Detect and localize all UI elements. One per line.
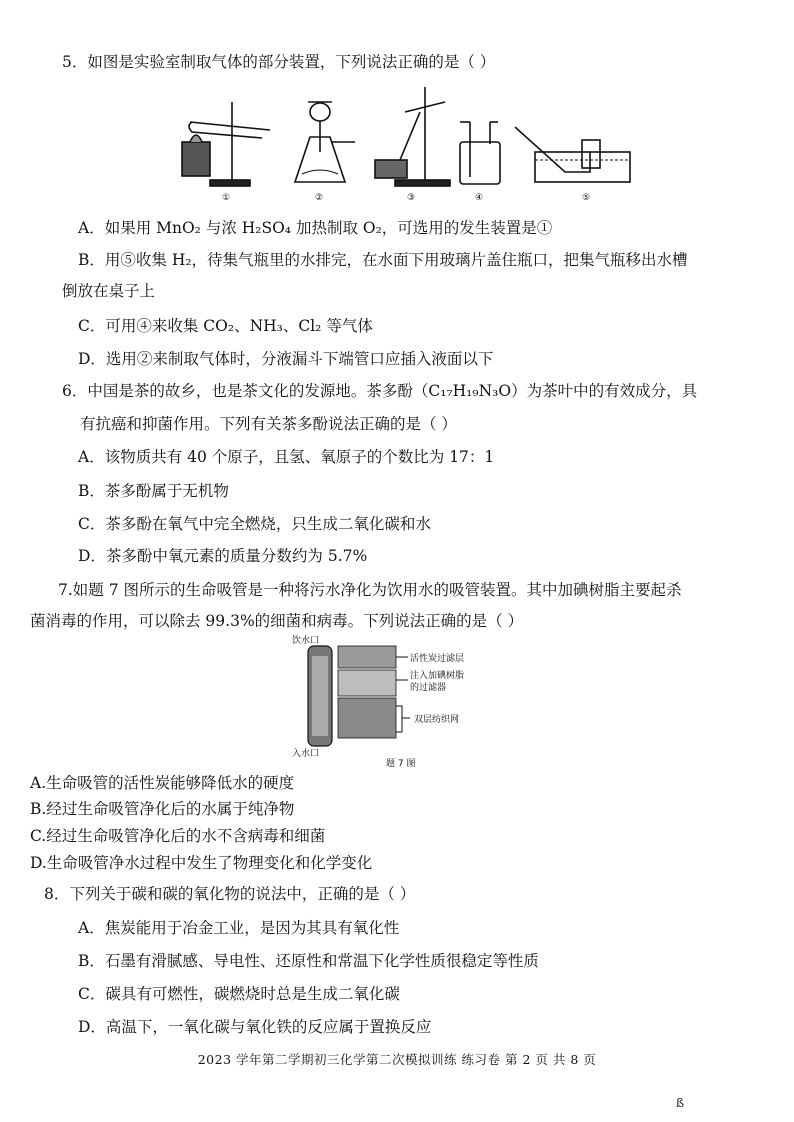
q6-stem-line2: 有抗癌和抑菌作用。下列有关茶多酚说法正确的是（ ） [80,415,457,433]
q6-stem-line1: 6．中国是茶的故乡，也是茶文化的发源地。茶多酚（C₁₇H₁₉N₃O）为茶叶中的有效成分，具 [62,382,698,400]
q8-option-c: C．碳具有可燃性，碳燃烧时总是生成二氧化碳 [78,985,400,1003]
q5-option-a: A．如果用 MnO₂ 与浓 H₂SO₄ 加热制取 O₂，可选用的发生装置是① [78,219,553,237]
q8-option-d: D．高温下，一氧化碳与氧化铁的反应属于置换反应 [78,1018,432,1036]
q7-stem-line2: 菌消毒的作用，可以除去 99.3%的细菌和病毒。下列说法正确的是（ ） [30,612,524,630]
fig-top-label: 饮水口 [292,636,320,646]
label-4: ④ [475,193,484,203]
fig-layer1-label: 活性炭过滤层 [410,654,465,664]
q8-option-b: B．石墨有滑腻感、导电性、还原性和常温下化学性质很稳定等性质 [78,952,539,970]
q7-option-d: D.生命吸管净水过程中发生了物理变化和化学变化 [30,854,373,872]
q7-option-b: B.经过生命吸管净化后的水属于纯净物 [30,800,295,818]
fig-layer2-label-a: 注入加碘树脂 [410,671,465,681]
page-footer: 2023 学年第二学期初三化学第二次模拟训练 练习卷 第 2 页 共 8 页 [197,1052,597,1067]
q5-option-b-line2: 倒放在桌子上 [62,282,156,300]
q5-option-d: D．选用②来制取气体时，分液漏斗下端管口应插入液面以下 [78,350,494,368]
label-5: ⑤ [582,193,591,203]
q8-option-a: A．焦炭能用于冶金工业，是因为其具有氧化性 [78,919,400,937]
label-1: ① [222,193,231,203]
q5-option-b-line1: B．用⑤收集 H₂，待集气瓶里的水排完，在水面下用玻璃片盖住瓶口，把集气瓶移出水槽 [78,251,688,269]
fig-layer2-label-b: 的过滤器 [410,683,447,693]
fig-bottom-label: 入水口 [292,749,320,759]
corner-mark: ß [676,1096,685,1110]
fig-caption: 题 7 图 [386,759,416,769]
q5-apparatus-figure [170,82,640,204]
q5-stem: 5．如图是实验室制取气体的部分装置，下列说法正确的是（ ） [62,53,496,71]
q7-stem-line1: 7.如题 7 图所示的生命吸管是一种将污水净化为饮用水的吸管装置。其中加碘树脂主要起杀 [58,581,682,599]
label-2: ② [315,193,324,203]
label-3: ③ [407,193,416,203]
q7-life-straw-figure [290,632,510,772]
q7-option-c: C.经过生命吸管净化后的水不含病毒和细菌 [30,827,326,845]
q7-option-a: A.生命吸管的活性炭能够降低水的硬度 [30,774,295,792]
fig-layer3-label: 双层纺织网 [414,715,460,725]
q6-option-a: A．该物质共有 40 个原子，且氢、氧原子的个数比为 17：1 [78,448,495,466]
q5-option-c: C．可用④来收集 CO₂、NH₃、Cl₂ 等气体 [78,317,373,335]
q6-option-c: C．茶多酚在氧气中完全燃烧，只生成二氧化碳和水 [78,515,431,533]
q6-option-b: B．茶多酚属于无机物 [78,482,229,500]
q8-stem: 8．下列关于碳和碳的氧化物的说法中，正确的是（ ） [44,885,416,903]
q6-option-d: D．茶多酚中氧元素的质量分数约为 5.7% [78,547,368,565]
